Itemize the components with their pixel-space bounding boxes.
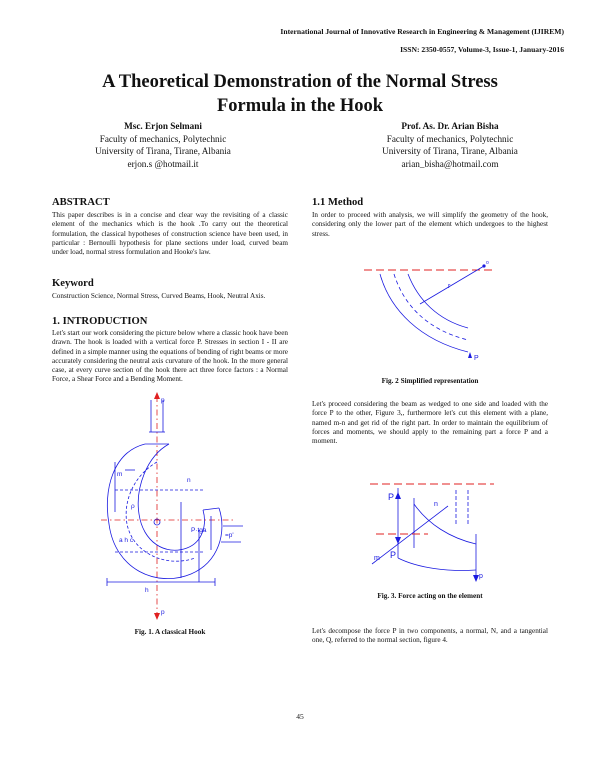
figure-2-caption: Fig. 2 Simplified representation bbox=[381, 377, 479, 385]
fig2-radius-line bbox=[420, 266, 484, 304]
fig3-label-p-right: p bbox=[479, 573, 483, 580]
author-dept: Faculty of mechanics, Polytechnic bbox=[386, 133, 514, 144]
introduction-heading: 1. INTRODUCTION bbox=[52, 316, 148, 327]
figure-1-caption: Fig. 1. A classical Hook bbox=[134, 628, 206, 636]
issn-line: ISSN: 2350-0557, Volume-3, Issue-1, January-2016 bbox=[400, 45, 564, 54]
fig3-label-p-lower: P bbox=[390, 550, 397, 560]
author-name: Msc. Erjon Selmani bbox=[124, 121, 202, 131]
author-email: arian_bisha@hotmail.com bbox=[401, 158, 499, 169]
fig1-label-m: m bbox=[117, 471, 123, 478]
author-university: University of Tirana, Tirane, Albania bbox=[382, 146, 518, 156]
force-arrow-down-icon bbox=[154, 613, 160, 620]
fig3-label-p-left: P bbox=[388, 492, 395, 502]
author-email: erjon.s @hotmail.it bbox=[127, 158, 199, 169]
method-text: In order to proceed with analysis, we will simplify the geometry of the hook, considering only the lower part of the element which undergoes to the highest stress. bbox=[312, 211, 548, 238]
fig1-label-p-bottom: p bbox=[161, 609, 165, 616]
fig3-cut-plane-m-n bbox=[372, 506, 448, 564]
hook-neutral-curve bbox=[126, 462, 195, 561]
figure-3-caption: Fig. 3. Force acting on the element bbox=[377, 592, 483, 600]
page-number: 45 bbox=[296, 712, 304, 721]
author-block-2 bbox=[330, 120, 570, 170]
fig1-label-n: n bbox=[187, 477, 191, 484]
paragraph-3: Let's decompose the force P in two components, a normal, N, and a tangential one, Q, referred to the normal section, figure 4. bbox=[312, 627, 548, 645]
fig2-label-o: o bbox=[486, 260, 489, 266]
title-line-1: A Theoretical Demonstration of the Normal Stress bbox=[102, 72, 498, 92]
fig1-label-h: h bbox=[145, 587, 149, 594]
author-name: Prof. As. Dr. Arian Bisha bbox=[401, 121, 499, 131]
method-heading: 1.1 Method bbox=[312, 197, 364, 208]
fig2-label-r: r bbox=[448, 283, 451, 290]
introduction-text: Let's start our work considering the picture below where a classic hook have been drawn. The hook is loaded with a vertical force P. Stresses in section I - II are defined in a simple manner using the equations of bending of right beams or more accurately considering the neutral axis curvature of the hook. In the more general case, at every curve section of the hook there act three force factors : a Normal Force, a Shear Force and a Bending Moment. bbox=[52, 329, 288, 384]
hook-inner-curve bbox=[138, 444, 204, 550]
fig3-force-arrow-up-icon bbox=[395, 492, 401, 499]
abstract-text: This paper describes is in a concise and clear way the revisiting of a classic element of the mechanics which is the hook .To carry out the theoretical formulation, the classical hypotheses of construction science have been used, in particular : Bernoulli hypothesis for plane sections under load, curved beam under load, normal stress formulation and Hooke's law. bbox=[52, 211, 288, 257]
keyword-heading: Keyword bbox=[52, 278, 94, 289]
force-arrow-up-icon bbox=[154, 392, 160, 399]
fig1-label-p-top: p bbox=[161, 397, 165, 404]
paper-title bbox=[40, 70, 560, 118]
fig1-label-ptga: P·tga bbox=[191, 527, 207, 534]
fig2-outer-arc bbox=[380, 274, 468, 352]
fig3-label-n: n bbox=[434, 501, 438, 508]
author-university: University of Tirana, Tirane, Albania bbox=[95, 146, 231, 156]
hook-outer-curve bbox=[107, 444, 222, 579]
fig2-neutral-arc bbox=[394, 274, 468, 340]
title-line-2: Formula in the Hook bbox=[217, 96, 383, 116]
fig1-label-ahc: a h c bbox=[119, 537, 134, 544]
author-block-1 bbox=[48, 120, 278, 170]
fig3-label-m: m bbox=[374, 555, 380, 562]
figure-3-force-drawing bbox=[368, 474, 496, 586]
fig2-force-arrow-icon bbox=[468, 352, 472, 358]
journal-header: International Journal of Innovative Research in Engineering & Management (IJIREM) bbox=[280, 27, 564, 36]
fig2-label-p: P bbox=[474, 355, 479, 362]
figure-1-hook-drawing bbox=[95, 392, 255, 620]
fig3-curved-element bbox=[414, 504, 476, 544]
author-dept: Faculty of mechanics, Polytechnic bbox=[99, 133, 227, 144]
paragraph-2: Let's proceed considering the beam as wedged to one side and loaded with the force P to the other, Figure 3,, furthermore let's cut this element with a plane, named m-n and get rid of the right part. In order to maintain the equilibrium of forces and moments, we should apply to the remaining part a force P and a moment. bbox=[312, 400, 548, 446]
abstract-heading: ABSTRACT bbox=[52, 197, 110, 208]
keyword-text: Construction Science, Normal Stress, Curved Beams, Hook, Neutral Axis. bbox=[52, 292, 266, 300]
figure-2-simplified-drawing bbox=[360, 260, 500, 364]
fig2-inner-arc bbox=[408, 274, 468, 328]
fig1-label-rho: ρ bbox=[131, 503, 135, 510]
fig1-label-frac: =p' bbox=[225, 532, 234, 539]
